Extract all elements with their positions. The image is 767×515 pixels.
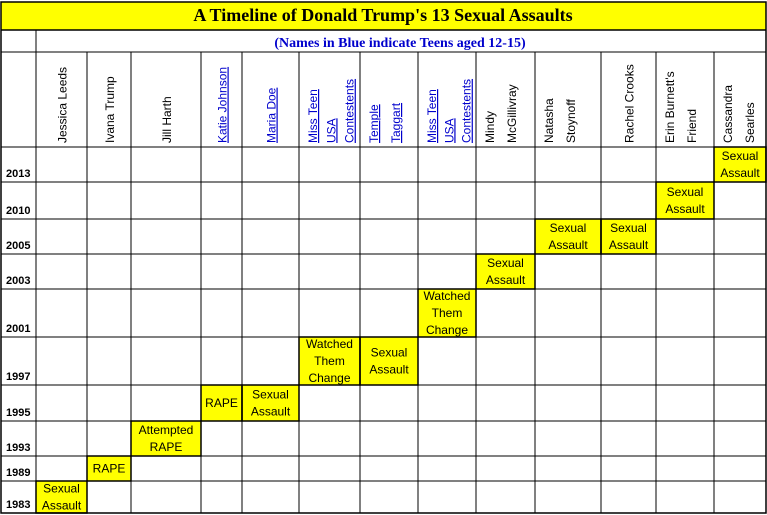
entry-label-line: Assault	[41, 498, 82, 513]
entry-label-line: Change	[308, 371, 351, 385]
column-header	[56, 67, 70, 143]
column-header-label: Rachel Crooks	[622, 64, 637, 143]
row-year-label: 1983	[6, 499, 31, 511]
row-year-label: 1995	[6, 407, 31, 419]
entry-label-line: Assault	[608, 238, 649, 252]
column-header	[216, 67, 230, 143]
row-year-label: 1993	[6, 442, 31, 454]
entry-label	[93, 462, 126, 476]
column-header-label: Jessica Leeds	[55, 66, 70, 143]
entry-label-line: Assault	[485, 273, 526, 287]
column-header	[103, 76, 117, 143]
column-header	[542, 98, 578, 143]
column-header-label: Katie Johnson	[215, 66, 230, 143]
entry-label-line: Attempted	[138, 423, 194, 437]
table-subtitle: (Names in Blue indicate Teens aged 12-15)	[274, 36, 526, 51]
entry-label-line: Assault	[665, 202, 705, 216]
column-header	[483, 84, 519, 143]
column-header-label: McGillivray	[505, 84, 519, 143]
column-header-label: Taggart	[389, 102, 403, 143]
column-header-label: Stoynoff	[564, 99, 578, 143]
row-year-label: 2003	[6, 275, 31, 287]
entry-label-line: Assault	[369, 362, 409, 377]
column-header-label: Maria Doe	[264, 87, 279, 143]
table-text	[6, 5, 760, 513]
column-header	[306, 79, 357, 143]
column-header-label: Jill Harth	[160, 96, 174, 143]
column-header-label: Miss Teen	[425, 89, 439, 143]
entry-label-line: Watched	[423, 289, 471, 303]
row-year-label: 2001	[6, 323, 31, 335]
row-year-label: 2013	[6, 168, 31, 180]
column-header	[663, 71, 699, 143]
entry-label-line: Sexual	[666, 185, 704, 199]
entry-label-line: Sexual	[610, 221, 647, 235]
entry-label-line: Assault	[720, 166, 760, 180]
column-header-label: Contestents	[342, 78, 357, 143]
entry-label-line: Assault	[548, 238, 588, 252]
column-header-label: Contestents	[459, 78, 474, 143]
column-header	[425, 79, 474, 143]
entry-label-line: Sexual	[370, 345, 408, 360]
column-header	[721, 85, 757, 143]
entry-label-line: Sexual	[43, 481, 80, 496]
column-header	[367, 102, 403, 143]
entry-label-line: Them	[431, 306, 463, 320]
entry-label-line: Watched	[306, 337, 353, 351]
column-header-label: Friend	[685, 108, 699, 143]
column-header-label: Miss Teen	[306, 89, 320, 143]
column-header	[623, 64, 637, 143]
column-header-label: Temple	[367, 104, 381, 143]
entry-label-line: RAPE	[92, 461, 126, 476]
entry-label-line: Sexual	[721, 149, 759, 163]
column-header-label: USA	[324, 118, 339, 143]
column-header	[265, 87, 279, 143]
column-header-label: Erin Burnett's	[663, 71, 677, 143]
table-title: A Timeline of Donald Trump's 13 Sexual Assaults	[193, 5, 573, 25]
entry-label-line: RAPE	[149, 440, 183, 454]
column-header-label: Ivana Trump	[103, 76, 117, 143]
row-year-label: 2005	[6, 240, 31, 252]
column-header-label: USA	[442, 118, 457, 143]
row-year-label: 1989	[6, 467, 31, 479]
entry-label-line: Sexual	[549, 221, 587, 235]
entry-label-line: Change	[425, 323, 469, 337]
column-header-label: Natasha	[542, 98, 556, 143]
entry-label-line: Them	[314, 354, 345, 368]
entry-label-line: Assault	[250, 404, 291, 419]
entry-label-line: Sexual	[252, 387, 289, 402]
column-header	[160, 96, 174, 143]
row-year-label: 2010	[6, 205, 31, 217]
entry-label-line: RAPE	[205, 396, 238, 410]
column-header-label: Mindy	[483, 110, 497, 143]
entry-label	[205, 396, 238, 410]
entry-label-line: Sexual	[487, 256, 524, 270]
highlight-cell	[360, 337, 418, 385]
column-header-label: Cassandra	[721, 84, 735, 143]
column-header-label: Searles	[743, 102, 757, 143]
row-year-label: 1997	[6, 371, 31, 383]
